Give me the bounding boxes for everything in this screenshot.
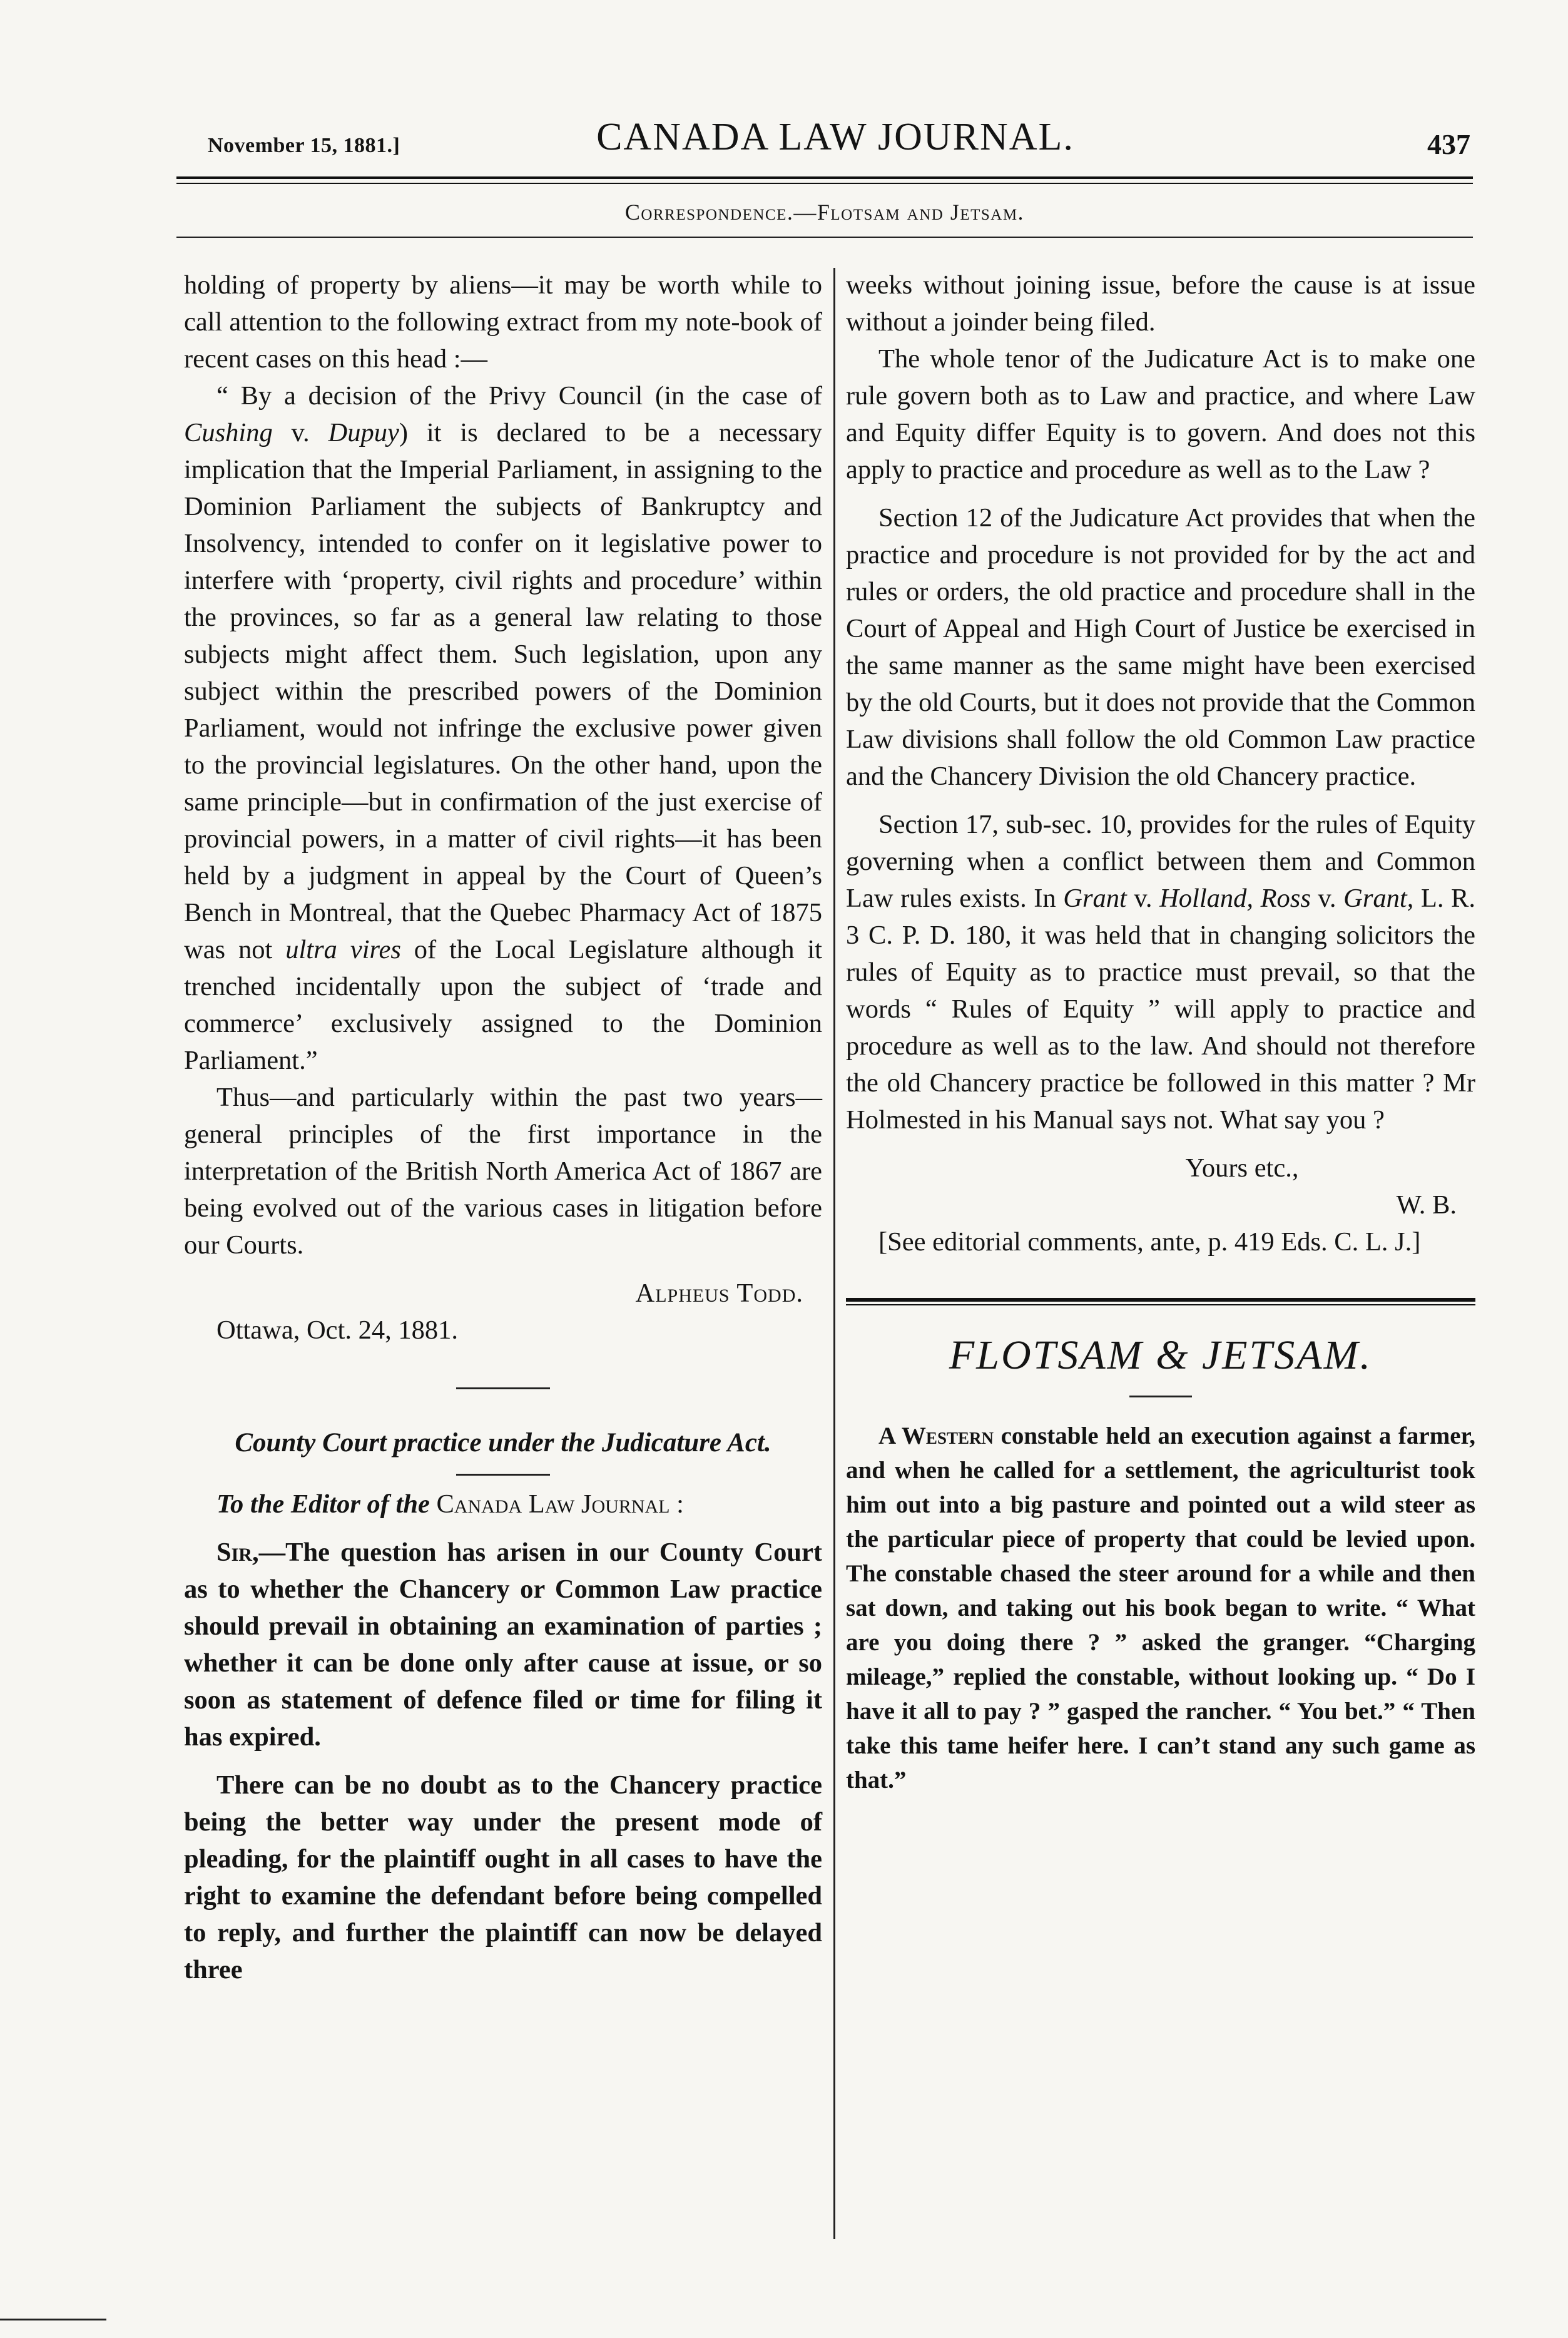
addressee-journal: Canada Law Journal [436, 1489, 670, 1519]
anecdote-paragraph [846, 1419, 1475, 1797]
paragraph: Section 12 of the Judicature Act provides that when the practice and procedure is not provided for by the act and rules or orders, the old practice and procedure shall in the Court of Appeal and High Court of Justice be exercised in the same manner as the same might have been exercised by the old Courts, but it does not provide that the Common Law divisions shall follow the old Common Law practice and the Chancery Division the old Chancery practice. [846, 503, 1475, 791]
running-header [200, 113, 1470, 169]
case-versus: v. [272, 418, 328, 447]
addressee-punct: : [669, 1489, 684, 1519]
journal-title: CANADA LAW JOURNAL. [596, 116, 1074, 158]
author-signature: Alpheus Todd. [635, 1279, 803, 1308]
editorial-note: [See editorial comments, ante, p. 419 Eds. C. L. J.] [878, 1227, 1421, 1257]
letter-paragraph: There can be no doubt as to the Chancery practice being the better way under the present mode of pleading, for the plaintiff ought in all cases to have the right to examine the defendant before being compelled to reply, and further the plaintiff can now be delayed three [184, 1770, 822, 1984]
header-date: November 15, 1881.] [208, 134, 400, 157]
case-versus: v. [1126, 884, 1160, 913]
quote-text: of the Local Legislature although it trenched incidentally upon the subject of ‘trade and commerce’ exclusively assigned to the Dominion Parliament.” [184, 935, 822, 1075]
letter-text: —The question has arisen in our County Court as to whether the Chancery or Common Law practice should prevail in obtaining an examination of parties ; whether it can be done only after cause at issue, or so soon as statement of defence filed or time for filing it has expired. [184, 1538, 822, 1752]
flotsam-jetsam-title: FLOTSAM & JETSAM. [949, 1332, 1373, 1378]
paragraph: The whole tenor of the Judicature Act is to make one rule govern both as to Law and practice, and where Law and Equity differ Equity is to govern. And does not this apply to practice and procedure as well as to the Law ? [846, 344, 1475, 484]
paragraph-text: Section 17, sub-sec. 10, provides for the rules of Equity governing when a conflict between them and Common Law rules exists. In [846, 810, 1475, 913]
page-number: 437 [1427, 128, 1470, 160]
closing: Yours etc., [1185, 1153, 1299, 1183]
paragraph [846, 806, 1475, 1138]
header-rule [176, 176, 1473, 184]
anecdote-text: constable held an execution against a farmer, and when he called for a settlement, the agriculturist took him out into a big pasture and pointed out a wild steer as the particular piece of property that could be levied upon. The constable chased the steer around for a while and then sat down, and taking out his book began to write. “ What are you doing there ? ” asked the granger. “Charging mileage,” replied the constable, without looking up. “ Do I have it all to pay ? ” gasped the rancher. “ You bet.” “ Then take this tame heifer here. I can’t stand any such game as that.” [846, 1422, 1475, 1794]
paragraph: holding of property by aliens—it may be worth while to call attention to the following extract from my note-book of recent cases on this head :— [184, 270, 822, 374]
quote-text: ) it is declared to be a necessary implication that the Imperial Parliament, in assigning to the Dominion Parliament the subjects of Bankruptcy and Insolvency, intended to confer on it legislative power to interfere with ‘property, civil rights and procedure’ within the provinces, so far as a general law relating to those subjects might affect them. Such legislation, upon any subject within the prescribed powers of the Dominion Parliament, would not infringe the exclusive power given to the provincial legislatures. On the other hand, upon the same principle—but in confirmation of the just exercise of provincial powers, in a matter of civil rights—it has been held by a judgment in appeal by the Court of Queen’s Bench in Montreal, that the Quebec Pharmacy Act of 1875 was not [184, 418, 822, 964]
right-column [846, 267, 1475, 1797]
letter-paragraph [184, 1534, 822, 1755]
paragraph: weeks without joining issue, before the cause is at issue without a joinder being filed. [846, 270, 1475, 337]
place-date: Ottawa, Oct. 24, 1881. [216, 1315, 458, 1345]
latin-term: ultra vires [285, 935, 401, 964]
quote-text: “ By a decision of the Privy Council (in the case of [216, 381, 822, 411]
section-heading: Correspondence.—Flotsam and Jetsam. [624, 200, 1025, 225]
letter-subheading: County Court practice under the Judicature Act. [235, 1428, 771, 1457]
case-name: Grant [1063, 884, 1127, 913]
paragraph: Thus—and particularly within the past two years—general principles of the first importance in the interpretation of the British North America Act of 1867 are being evolved out of the various cases in litigation before our Courts. [184, 1083, 822, 1260]
quoted-paragraph [184, 377, 822, 1079]
left-column [184, 267, 822, 1988]
salutation: Sir, [216, 1538, 259, 1567]
case-name: Dupuy [328, 418, 399, 447]
section-rule [176, 237, 1473, 238]
column-divider [833, 268, 835, 2239]
margin-mark [0, 2319, 106, 2320]
case-name: Holland, Ross [1159, 884, 1311, 913]
anecdote-lead: A Western [878, 1422, 994, 1449]
paragraph-text: L. R. 3 C. P. D. 180, it was held that in changing solicitors the rules of Equity as to practice must prevail, so that the words “ Rules of Equity ” will apply to practice and procedure as well as to the law. And should not therefore the old Chancery practice be followed in this matter ? Mr Holmested in his Manual says not. What say you ? [846, 884, 1475, 1135]
case-versus: v. [1310, 884, 1344, 913]
case-name: Cushing [184, 418, 273, 447]
letter-addressee [184, 1486, 822, 1523]
addressee-text: To the Editor of the [216, 1489, 437, 1519]
case-name: Grant, [1343, 884, 1414, 913]
section-rule [846, 1298, 1475, 1305]
author-initials: W. B. [1396, 1190, 1457, 1220]
